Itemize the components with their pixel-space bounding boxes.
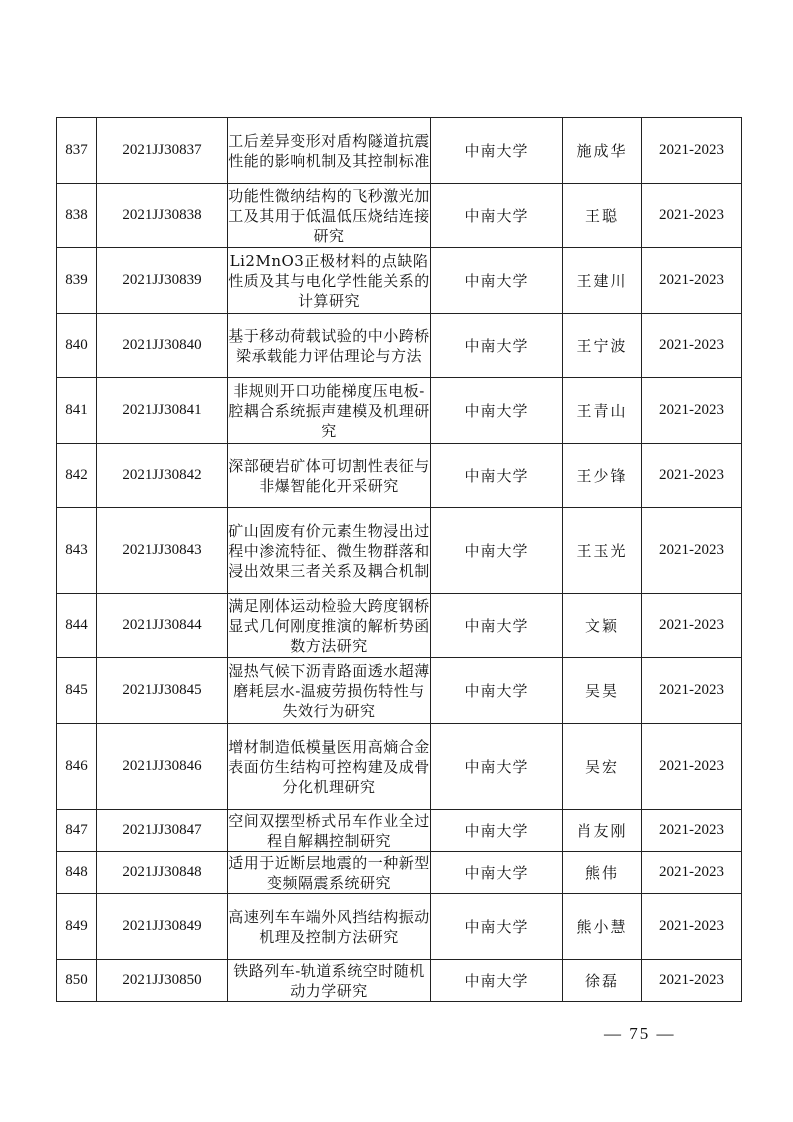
project-code: 2021JJ30846	[97, 724, 228, 810]
project-period: 2021-2023	[642, 118, 742, 184]
principal-investigator: 王宁波	[563, 314, 642, 378]
project-period: 2021-2023	[642, 378, 742, 444]
project-title: 矿山固废有价元素生物浸出过程中渗流特征、微生物群落和浸出效果三者关系及耦合机制	[228, 508, 431, 594]
project-title: 满足刚体运动检验大跨度钢桥显式几何刚度推演的解析势函数方法研究	[228, 594, 431, 658]
organization: 中南大学	[431, 184, 563, 248]
project-code: 2021JJ30845	[97, 658, 228, 724]
project-period: 2021-2023	[642, 810, 742, 852]
project-title: 适用于近断层地震的一种新型变频隔震系统研究	[228, 853, 430, 892]
organization: 中南大学	[431, 248, 563, 314]
project-title: 空间双摆型桥式吊车作业全过程自解耦控制研究	[228, 811, 430, 850]
project-code: 2021JJ30840	[97, 314, 228, 378]
principal-investigator: 熊小慧	[563, 894, 642, 960]
organization: 中南大学	[431, 852, 563, 894]
project-period: 2021-2023	[642, 960, 742, 1002]
row-number: 842	[57, 444, 97, 508]
principal-investigator: 王青山	[563, 378, 642, 444]
table-row	[57, 894, 742, 960]
project-code: 2021JJ30839	[97, 248, 228, 314]
table-row	[57, 248, 742, 314]
row-number: 845	[57, 658, 97, 724]
principal-investigator: 王聪	[563, 184, 642, 248]
organization: 中南大学	[431, 658, 563, 724]
organization: 中南大学	[431, 118, 563, 184]
row-number: 846	[57, 724, 97, 810]
project-code: 2021JJ30850	[97, 960, 228, 1002]
organization: 中南大学	[431, 810, 563, 852]
principal-investigator: 徐磊	[563, 960, 642, 1002]
project-title: 功能性微纳结构的飞秒激光加工及其用于低温低压烧结连接研究	[228, 184, 431, 248]
project-period: 2021-2023	[642, 508, 742, 594]
row-number: 850	[57, 960, 97, 1002]
row-number: 837	[57, 118, 97, 184]
project-period: 2021-2023	[642, 852, 742, 894]
organization: 中南大学	[431, 444, 563, 508]
organization: 中南大学	[431, 594, 563, 658]
principal-investigator: 吴昊	[563, 658, 642, 724]
table-row	[57, 118, 742, 184]
project-period: 2021-2023	[642, 248, 742, 314]
principal-investigator: 熊伟	[563, 852, 642, 894]
project-title: 增材制造低模量医用高熵合金表面仿生结构可控构建及成骨分化机理研究	[228, 724, 431, 810]
project-code: 2021JJ30838	[97, 184, 228, 248]
project-code: 2021JJ30844	[97, 594, 228, 658]
project-period: 2021-2023	[642, 444, 742, 508]
project-title: Li2MnO3正极材料的点缺陷性质及其与电化学性能关系的计算研究	[228, 248, 431, 314]
row-number: 848	[57, 852, 97, 894]
project-period: 2021-2023	[642, 184, 742, 248]
project-title: 工后差异变形对盾构隧道抗震性能的影响机制及其控制标准	[228, 118, 431, 184]
table-row	[57, 594, 742, 658]
principal-investigator: 王少锋	[563, 444, 642, 508]
row-number: 843	[57, 508, 97, 594]
table-row	[57, 658, 742, 724]
table-row	[57, 810, 742, 852]
organization: 中南大学	[431, 314, 563, 378]
project-code: 2021JJ30847	[97, 810, 228, 852]
row-number: 840	[57, 314, 97, 378]
row-number: 839	[57, 248, 97, 314]
project-period: 2021-2023	[642, 894, 742, 960]
organization: 中南大学	[431, 960, 563, 1002]
principal-investigator: 施成华	[563, 118, 642, 184]
project-title: 高速列车车端外风挡结构振动机理及控制方法研究	[228, 894, 431, 960]
project-code: 2021JJ30841	[97, 378, 228, 444]
project-code: 2021JJ30843	[97, 508, 228, 594]
project-title: 深部硬岩矿体可切割性表征与非爆智能化开采研究	[228, 444, 431, 508]
row-number: 841	[57, 378, 97, 444]
project-title: 湿热气候下沥青路面透水超薄磨耗层水-温疲劳损伤特性与失效行为研究	[228, 658, 431, 724]
organization: 中南大学	[431, 894, 563, 960]
table-row	[57, 378, 742, 444]
project-code: 2021JJ30842	[97, 444, 228, 508]
project-title: 铁路列车-轨道系统空时随机动力学研究	[228, 960, 431, 1002]
table-row	[57, 852, 742, 894]
table-row	[57, 724, 742, 810]
project-period: 2021-2023	[642, 594, 742, 658]
row-number: 849	[57, 894, 97, 960]
page-number: — 75 —	[604, 1024, 676, 1043]
project-title: 非规则开口功能梯度压电板-腔耦合系统振声建模及机理研究	[228, 378, 431, 444]
principal-investigator: 吴宏	[563, 724, 642, 810]
project-period: 2021-2023	[642, 724, 742, 810]
organization: 中南大学	[431, 378, 563, 444]
project-period: 2021-2023	[642, 314, 742, 378]
table-row	[57, 508, 742, 594]
principal-investigator: 肖友刚	[563, 810, 642, 852]
principal-investigator: 王玉光	[563, 508, 642, 594]
table-row	[57, 960, 742, 1002]
project-code: 2021JJ30837	[97, 118, 228, 184]
project-code: 2021JJ30848	[97, 852, 228, 894]
project-period: 2021-2023	[642, 658, 742, 724]
table-row	[57, 444, 742, 508]
project-table	[56, 117, 742, 1002]
project-title: 基于移动荷载试验的中小跨桥梁承载能力评估理论与方法	[228, 314, 431, 378]
principal-investigator: 文颖	[563, 594, 642, 658]
table-row	[57, 184, 742, 248]
organization: 中南大学	[431, 724, 563, 810]
project-code: 2021JJ30849	[97, 894, 228, 960]
row-number: 844	[57, 594, 97, 658]
row-number: 838	[57, 184, 97, 248]
organization: 中南大学	[431, 508, 563, 594]
row-number: 847	[57, 810, 97, 852]
principal-investigator: 王建川	[563, 248, 642, 314]
table-row	[57, 314, 742, 378]
